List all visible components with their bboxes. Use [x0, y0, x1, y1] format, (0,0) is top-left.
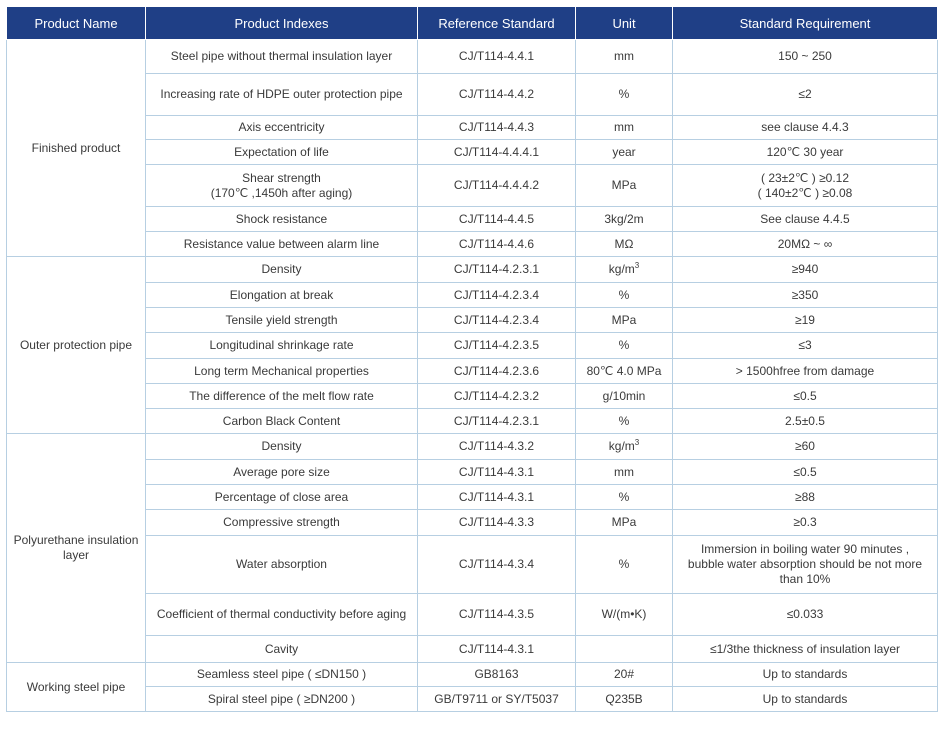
standard-cell: CJ/T114-4.2.3.2	[418, 384, 576, 409]
table-row	[7, 165, 938, 207]
requirement-line: than 10%	[779, 572, 831, 586]
table-row	[7, 74, 938, 116]
index-cell: Cavity	[146, 636, 418, 663]
standard-cell: CJ/T114-4.4.3	[418, 116, 576, 140]
table-row	[7, 359, 938, 384]
unit-cell: 80℃ 4.0 MPa	[576, 359, 673, 384]
standard-cell: CJ/T114-4.4.2	[418, 74, 576, 116]
index-cell: Seamless steel pipe ( ≤DN150 )	[146, 663, 418, 687]
index-cell: Spiral steel pipe ( ≥DN200 )	[146, 687, 418, 712]
standard-cell: CJ/T114-4.3.1	[418, 485, 576, 510]
index-cell: Percentage of close area	[146, 485, 418, 510]
index-cell: Long term Mechanical properties	[146, 359, 418, 384]
table-row	[7, 663, 938, 687]
requirement-cell: ≥60	[673, 434, 938, 460]
spec-table-wrapper	[6, 6, 937, 712]
table-row	[7, 510, 938, 536]
index-cell	[146, 165, 418, 207]
unit-cell: mm	[576, 460, 673, 485]
unit-base: kg/m	[608, 262, 635, 276]
standard-cell: CJ/T114-4.2.3.4	[418, 308, 576, 333]
table-row	[7, 116, 938, 140]
index-cell: Expectation of life	[146, 140, 418, 165]
header-unit: Unit	[576, 7, 673, 40]
table-row	[7, 384, 938, 409]
unit-cell: MΩ	[576, 232, 673, 257]
unit-cell: %	[576, 485, 673, 510]
unit-base: kg/m	[608, 439, 635, 453]
requirement-cell: ≥88	[673, 485, 938, 510]
table-row	[7, 140, 938, 165]
standard-cell: CJ/T114-4.3.5	[418, 594, 576, 636]
table-row	[7, 687, 938, 712]
index-cell: The difference of the melt flow rate	[146, 384, 418, 409]
category-working-steel-pipe: Working steel pipe	[7, 663, 146, 712]
index-cell: Average pore size	[146, 460, 418, 485]
requirement-line: Immersion in boiling water 90 minutes ,	[700, 542, 910, 556]
standard-cell: CJ/T114-4.3.1	[418, 636, 576, 663]
header-row	[7, 7, 938, 40]
unit-cell: 3kg/2m	[576, 207, 673, 232]
category-line: layer	[62, 548, 89, 562]
requirement-cell: ≥350	[673, 283, 938, 308]
requirement-cell: 2.5±0.5	[673, 409, 938, 434]
index-cell: Density	[146, 257, 418, 283]
requirement-cell	[673, 165, 938, 207]
index-cell: Coefficient of thermal conductivity before aging	[146, 594, 418, 636]
unit-cell: mm	[576, 40, 673, 74]
table-row	[7, 40, 938, 74]
standard-cell: CJ/T114-4.4.5	[418, 207, 576, 232]
unit-cell: %	[576, 409, 673, 434]
standard-cell: CJ/T114-4.3.1	[418, 460, 576, 485]
requirement-line: ( 23±2℃ ) ≥0.12	[760, 170, 850, 185]
table-row	[7, 333, 938, 359]
index-cell: Water absorption	[146, 536, 418, 594]
unit-cell: %	[576, 333, 673, 359]
standard-cell: GB8163	[418, 663, 576, 687]
requirement-cell: > 1500hfree from damage	[673, 359, 938, 384]
requirement-cell: Up to standards	[673, 663, 938, 687]
unit-cell	[576, 434, 673, 460]
index-line: Shear strength	[242, 170, 321, 185]
index-cell: Compressive strength	[146, 510, 418, 536]
table-row	[7, 485, 938, 510]
index-cell: Tensile yield strength	[146, 308, 418, 333]
index-cell: Longitudinal shrinkage rate	[146, 333, 418, 359]
unit-superscript: 3	[634, 261, 640, 270]
unit-cell: MPa	[576, 165, 673, 207]
requirement-cell: Up to standards	[673, 687, 938, 712]
unit-cell: g/10min	[576, 384, 673, 409]
index-cell: Carbon Black Content	[146, 409, 418, 434]
index-cell: Shock resistance	[146, 207, 418, 232]
requirement-cell: ≤0.5	[673, 384, 938, 409]
index-cell: Density	[146, 434, 418, 460]
requirement-cell: ≤2	[673, 74, 938, 116]
standard-cell: CJ/T114-4.4.4.1	[418, 140, 576, 165]
unit-cell: Q235B	[576, 687, 673, 712]
table-row	[7, 232, 938, 257]
index-cell: Axis eccentricity	[146, 116, 418, 140]
requirement-cell: ≥940	[673, 257, 938, 283]
unit-cell: %	[576, 536, 673, 594]
unit-cell: MPa	[576, 308, 673, 333]
unit-cell: year	[576, 140, 673, 165]
requirement-cell: 120℃ 30 year	[673, 140, 938, 165]
table-row	[7, 283, 938, 308]
standard-cell: CJ/T114-4.2.3.6	[418, 359, 576, 384]
requirement-cell: ≤0.033	[673, 594, 938, 636]
header-product-name: Product Name	[7, 7, 146, 40]
unit-cell: %	[576, 74, 673, 116]
unit-cell: mm	[576, 116, 673, 140]
unit-cell	[576, 257, 673, 283]
header-reference-standard: Reference Standard	[418, 7, 576, 40]
table-row	[7, 257, 938, 283]
table-row	[7, 308, 938, 333]
header-product-indexes: Product Indexes	[146, 7, 418, 40]
standard-cell: CJ/T114-4.2.3.5	[418, 333, 576, 359]
unit-cell: %	[576, 283, 673, 308]
unit-cell: W/(m•K)	[576, 594, 673, 636]
index-cell: Elongation at break	[146, 283, 418, 308]
requirement-cell: ≥19	[673, 308, 938, 333]
requirement-cell: ≤0.5	[673, 460, 938, 485]
standard-cell: CJ/T114-4.4.4.2	[418, 165, 576, 207]
category-polyurethane-insulation-layer	[7, 434, 146, 663]
category-outer-protection-pipe: Outer protection pipe	[7, 257, 146, 434]
table-row	[7, 594, 938, 636]
standard-cell: CJ/T114-4.2.3.4	[418, 283, 576, 308]
unit-cell: 20#	[576, 663, 673, 687]
standard-cell: CJ/T114-4.3.3	[418, 510, 576, 536]
header-standard-requirement: Standard Requirement	[673, 7, 938, 40]
standard-cell: CJ/T114-4.4.6	[418, 232, 576, 257]
requirement-cell: ≤3	[673, 333, 938, 359]
table-row	[7, 536, 938, 594]
standard-cell: CJ/T114-4.2.3.1	[418, 409, 576, 434]
table-row	[7, 207, 938, 232]
standard-cell: CJ/T114-4.2.3.1	[418, 257, 576, 283]
table-row	[7, 636, 938, 663]
standard-cell: CJ/T114-4.4.1	[418, 40, 576, 74]
category-finished-product: Finished product	[7, 40, 146, 257]
requirement-cell: See clause 4.4.5	[673, 207, 938, 232]
requirement-cell: 150 ~ 250	[673, 40, 938, 74]
unit-cell	[576, 636, 673, 663]
index-cell: Steel pipe without thermal insulation layer	[146, 40, 418, 74]
table-row	[7, 434, 938, 460]
requirement-cell: 20MΩ ~ ∞	[673, 232, 938, 257]
unit-superscript: 3	[634, 438, 640, 447]
standard-cell: GB/T9711 or SY/T5037	[418, 687, 576, 712]
standard-cell: CJ/T114-4.3.4	[418, 536, 576, 594]
standard-cell: CJ/T114-4.3.2	[418, 434, 576, 460]
index-cell: Resistance value between alarm line	[146, 232, 418, 257]
requirement-cell	[673, 536, 938, 594]
requirement-cell: ≤1/3the thickness of insulation layer	[673, 636, 938, 663]
table-row	[7, 460, 938, 485]
spec-table	[6, 6, 938, 712]
requirement-cell: see clause 4.4.3	[673, 116, 938, 140]
category-line: Polyurethane insulation	[13, 533, 139, 547]
unit-cell: MPa	[576, 510, 673, 536]
index-cell: Increasing rate of HDPE outer protection pipe	[146, 74, 418, 116]
table-row	[7, 409, 938, 434]
requirement-line: bubble water absorption should be not more	[687, 557, 923, 571]
index-line: (170℃ ,1450h after aging)	[210, 185, 353, 200]
requirement-line: ( 140±2℃ ) ≥0.08	[757, 185, 853, 200]
requirement-cell: ≥0.3	[673, 510, 938, 536]
